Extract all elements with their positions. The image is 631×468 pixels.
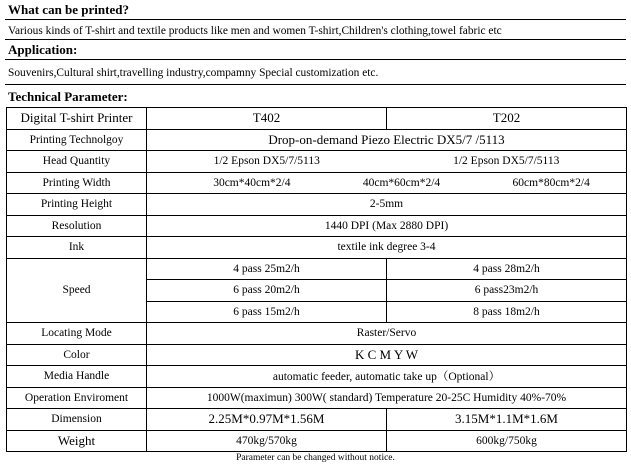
speed-a-2: 6 pass 20m2/h bbox=[147, 280, 387, 302]
speed-a-3: 6 pass 15m2/h bbox=[147, 301, 387, 323]
printing-height-value: 2-5mm bbox=[147, 194, 627, 216]
locating-mode-value: Raster/Servo bbox=[147, 323, 627, 345]
table-row bbox=[7, 151, 627, 173]
printing-height-label: Printing Height bbox=[7, 194, 147, 216]
divider bbox=[5, 19, 626, 20]
color-value: K C M Y W bbox=[147, 344, 627, 366]
printing-width-label: Printing Width bbox=[7, 172, 147, 194]
color-label: Color bbox=[7, 344, 147, 366]
table-row bbox=[7, 215, 627, 237]
table-row bbox=[7, 387, 627, 409]
footer-note: Parameter can be changed without notice. bbox=[236, 453, 395, 463]
weight-b: 600kg/750kg bbox=[387, 430, 627, 452]
table-row bbox=[7, 194, 627, 216]
divider bbox=[5, 84, 626, 85]
technical-heading: Technical Parameter: bbox=[8, 89, 128, 104]
speed-b-2: 6 pass23m2/h bbox=[387, 280, 627, 302]
table-row bbox=[7, 430, 627, 452]
divider bbox=[5, 59, 626, 60]
speed-b-1: 4 pass 28m2/h bbox=[387, 258, 627, 280]
resolution-label: Resolution bbox=[7, 215, 147, 237]
model-b: T202 bbox=[387, 108, 627, 130]
speed-b-3: 8 pass 18m2/h bbox=[387, 301, 627, 323]
divider bbox=[5, 39, 626, 40]
printed-text: Various kinds of T-shirt and textile products like men and women T-shirt,Children's clothing,towel fabric etc bbox=[8, 25, 502, 37]
ink-label: Ink bbox=[7, 237, 147, 259]
head-quantity-a: 1/2 Epson DX5/7/5113 bbox=[213, 155, 320, 168]
technology-label: Printing Technolgoy bbox=[7, 129, 147, 151]
model-a: T402 bbox=[147, 108, 387, 130]
weight-label: Weight bbox=[7, 430, 147, 452]
printing-width-3: 60cm*80cm*2/4 bbox=[512, 176, 590, 189]
technical-parameter-table bbox=[6, 107, 627, 452]
dimension-a: 2.25M*0.97M*1.56M bbox=[147, 409, 387, 431]
table-row bbox=[7, 409, 627, 431]
technology-value: Drop-on-demand Piezo Electric DX5/7 /5113 bbox=[147, 129, 627, 151]
table-row bbox=[7, 323, 627, 345]
printed-heading: What can be printed? bbox=[8, 2, 129, 17]
printing-width-1: 30cm*40cm*2/4 bbox=[213, 176, 291, 189]
table-row bbox=[7, 258, 627, 280]
table-row bbox=[7, 172, 627, 194]
head-quantity-label: Head Quantity bbox=[7, 151, 147, 173]
table-row bbox=[7, 129, 627, 151]
speed-label: Speed bbox=[7, 258, 147, 323]
operation-label: Operation Enviroment bbox=[7, 387, 147, 409]
application-text: Souvenirs,Cultural shirt,travelling industry,compamny Special customization etc. bbox=[8, 67, 379, 79]
head-quantity-b: 1/2 Epson DX5/7/5113 bbox=[453, 155, 560, 168]
printing-width-2: 40cm*60cm*2/4 bbox=[362, 176, 441, 189]
printing-width-values bbox=[147, 172, 627, 194]
table-row bbox=[7, 237, 627, 259]
table-row bbox=[7, 366, 627, 388]
dimension-label: Dimension bbox=[7, 409, 147, 431]
speed-a-1: 4 pass 25m2/h bbox=[147, 258, 387, 280]
resolution-value: 1440 DPI (Max 2880 DPI) bbox=[147, 215, 627, 237]
table-row bbox=[7, 344, 627, 366]
media-handle-label: Media Handle bbox=[7, 366, 147, 388]
dimension-b: 3.15M*1.1M*1.6M bbox=[387, 409, 627, 431]
ink-value: textile ink degree 3-4 bbox=[147, 237, 627, 259]
weight-a: 470kg/570kg bbox=[147, 430, 387, 452]
media-handle-value: automatic feeder, automatic take up（Optional） bbox=[147, 366, 627, 388]
table-row bbox=[7, 108, 627, 130]
header-label: Digital T-shirt Printer bbox=[7, 108, 147, 130]
application-heading: Application: bbox=[8, 42, 78, 57]
operation-value: 1000W(maximun) 300W( standard) Temperature 20-25C Humidity 40%-70% bbox=[147, 387, 627, 409]
locating-mode-label: Locating Mode bbox=[7, 323, 147, 345]
head-quantity-values bbox=[147, 151, 627, 173]
